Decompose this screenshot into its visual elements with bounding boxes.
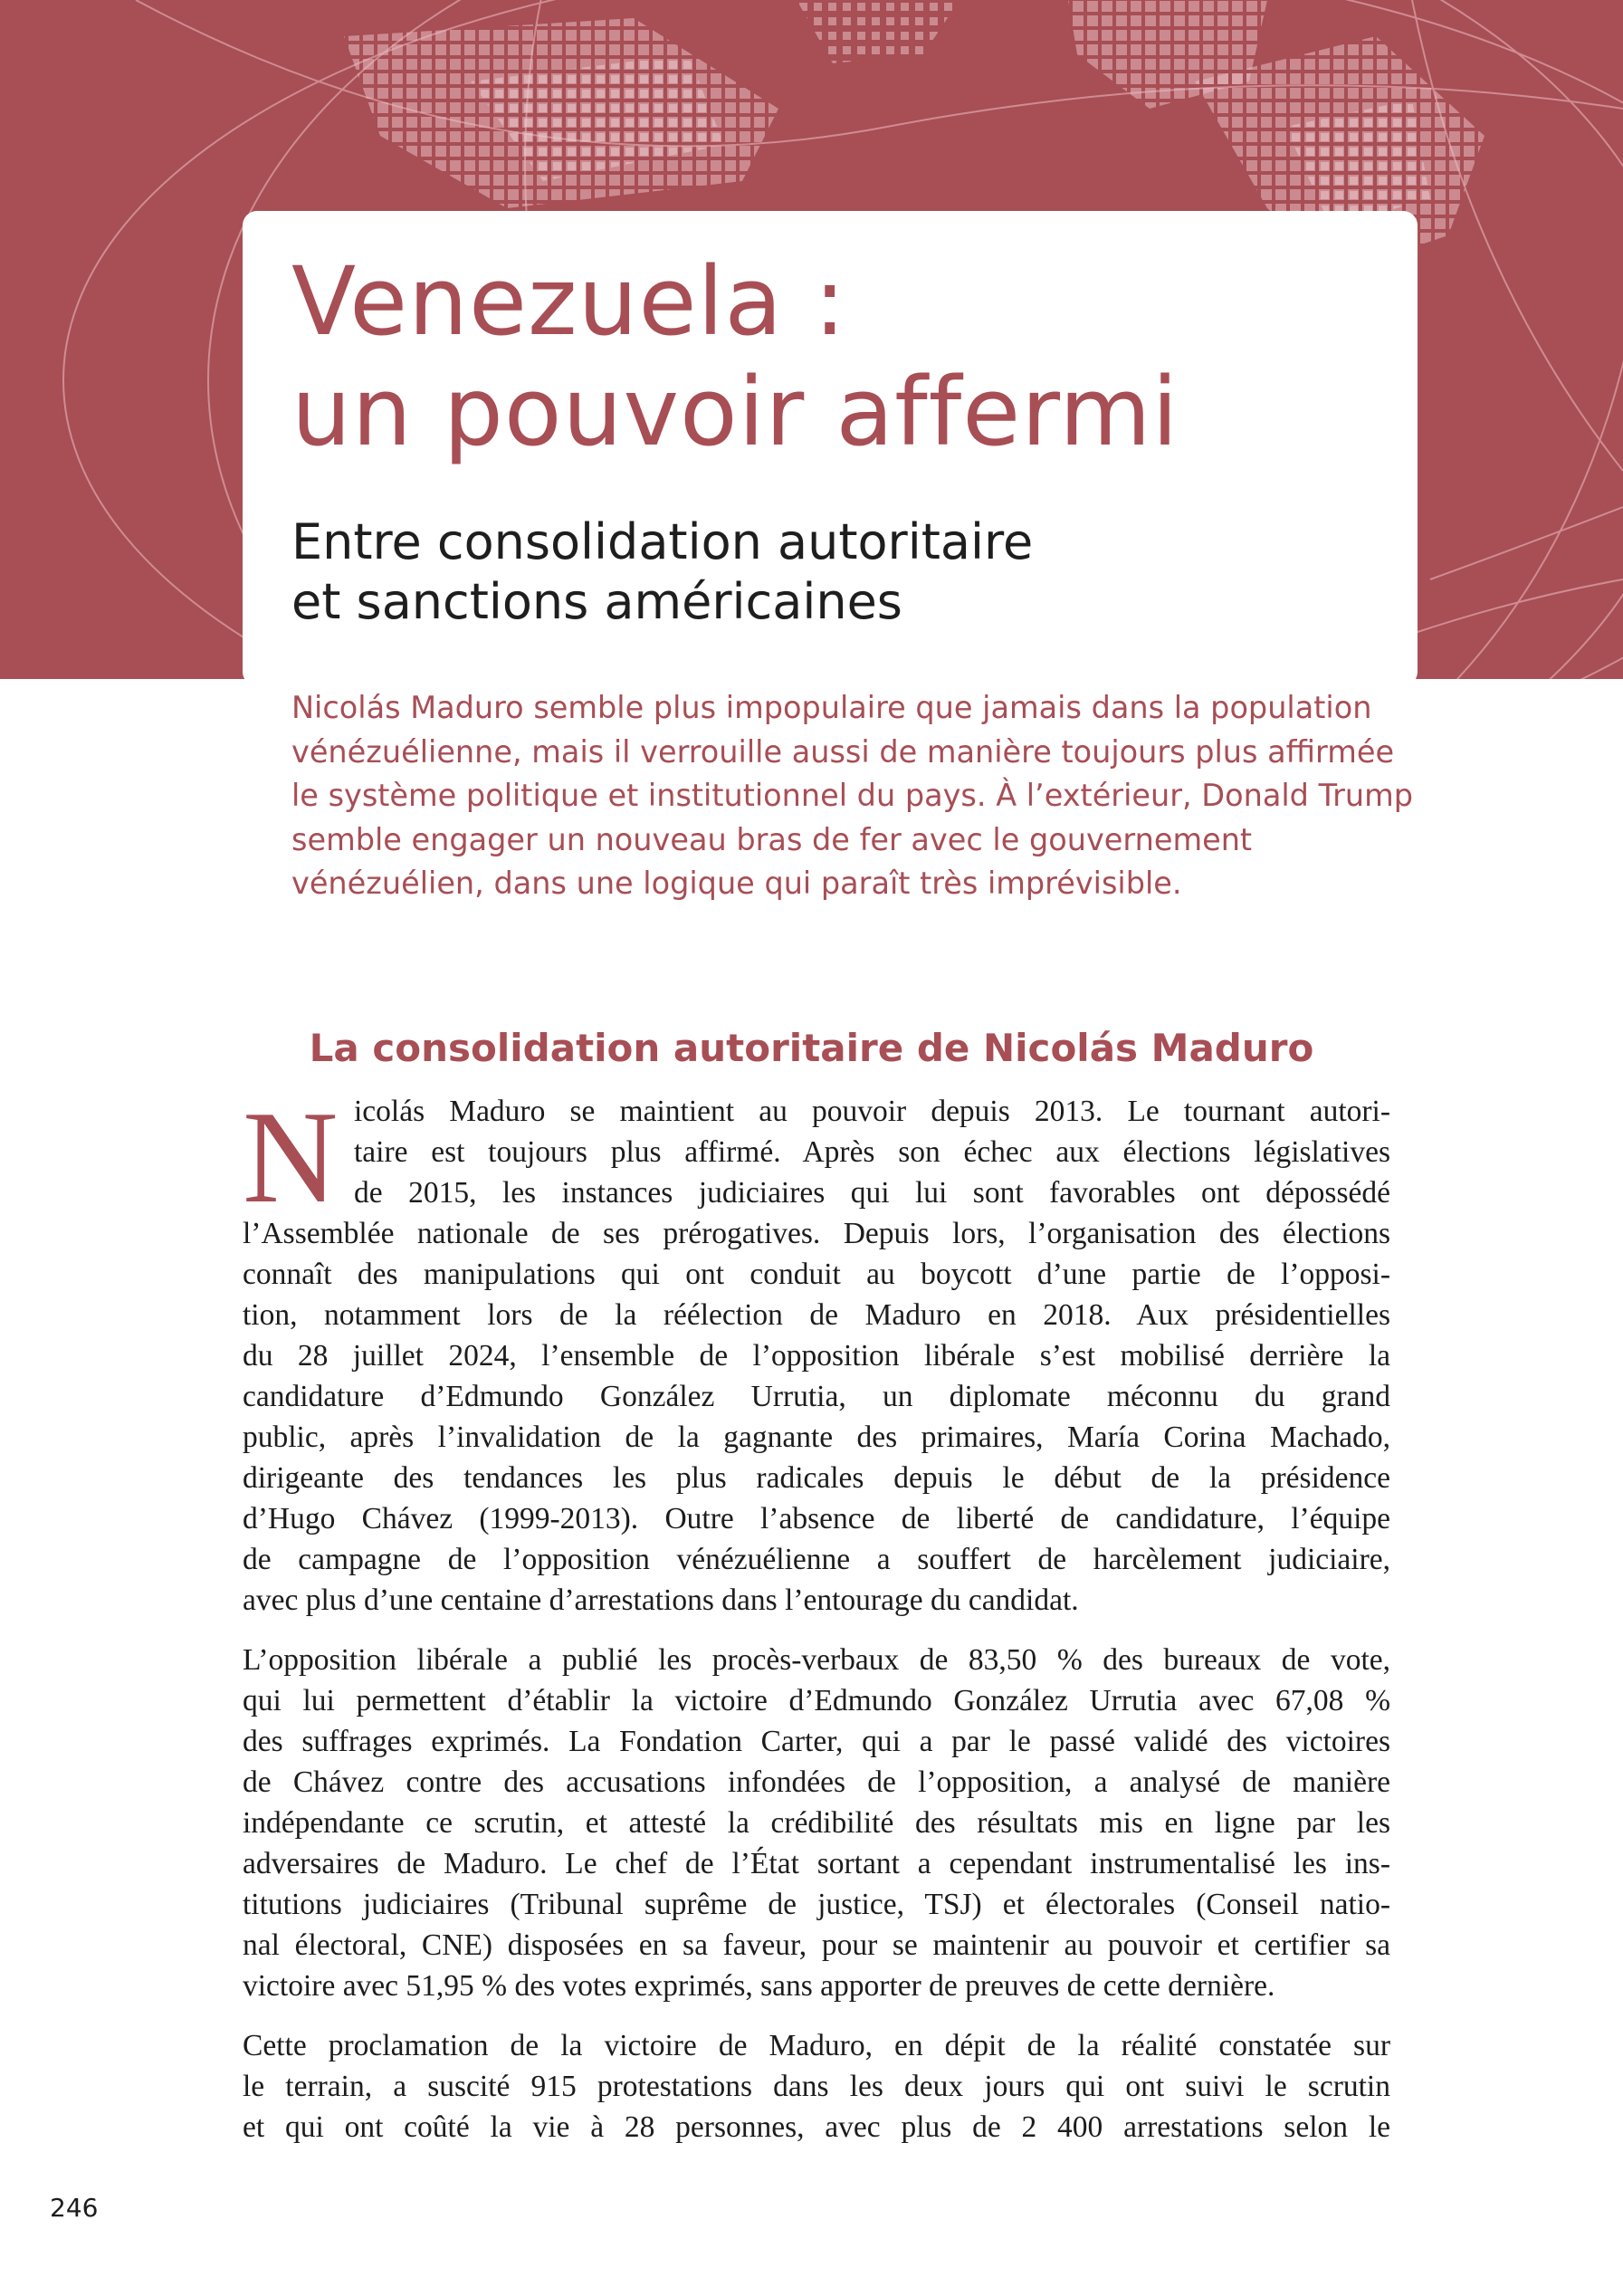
text-line: public, après l’invalidation de la gagnante des primaires, María Corina Machado, xyxy=(243,1421,1390,1454)
text-line: de Chávez contre des accusations infondées de l’opposition, a analysé de manière xyxy=(243,1765,1390,1799)
lede-paragraph xyxy=(291,686,1414,906)
text-line: dirigeante des tendances les plus radicales depuis le début de la présidence xyxy=(243,1461,1390,1495)
section-heading: La consolidation autoritaire de Nicolás Maduro xyxy=(309,1026,1314,1070)
text-line: candidature d’Edmundo González Urrutia, un diplomate méconnu du grand xyxy=(243,1380,1390,1413)
drop-cap: N xyxy=(243,1084,339,1230)
paragraph-1 xyxy=(243,1084,1390,1621)
text-line: L’opposition libérale a publié les procès-verbaux de 83,50 % des bureaux de vote, xyxy=(243,1643,1390,1677)
text-line: nal électoral, CNE) disposées en sa faveur, pour se maintenir au pouvoir et certifier sa xyxy=(243,1928,1390,1962)
text-line: victoire avec 51,95 % des votes exprimés, sans apporter de preuves de cette dernière. xyxy=(243,1969,1275,2003)
text-line: icolás Maduro se maintient au pouvoir depuis 2013. Le tournant autori- xyxy=(354,1095,1390,1128)
text-line: adversaires de Maduro. Le chef de l’État sortant a cependant instrumentalisé les ins- xyxy=(243,1847,1390,1880)
text-line: taire est toujours plus affirmé. Après son échec aux élections législatives xyxy=(354,1135,1390,1169)
article-body xyxy=(243,1084,1390,2148)
text-line: du 28 juillet 2024, l’ensemble de l’opposition libérale s’est mobilisé derrière la xyxy=(243,1339,1390,1373)
text-line: indépendante ce scrutin, et attesté la crédibilité des résultats mis en ligne par les xyxy=(243,1806,1390,1840)
text-line: l’Assemblée nationale de ses prérogatives. Depuis lors, l’organisation des élections xyxy=(243,1217,1390,1250)
lede-line: Nicolás Maduro semble plus impopulaire que jamais dans la population xyxy=(291,690,1372,725)
title-line-1: Venezuela : xyxy=(291,246,847,357)
text-line: des suffrages exprimés. La Fondation Carter, qui a par le passé validé des victoires xyxy=(243,1725,1390,1758)
subtitle-line-2: et sanctions américaines xyxy=(291,573,902,630)
text-line: de campagne de l’opposition vénézuélienne a souffert de harcèlement judiciaire, xyxy=(243,1543,1390,1576)
lede-line: semble engager un nouveau bras de fer avec le gouvernement xyxy=(291,821,1253,857)
text-line: Cette proclamation de la victoire de Maduro, en dépit de la réalité constatée sur xyxy=(243,2029,1390,2062)
page-subtitle xyxy=(291,512,1033,632)
paragraph-3 xyxy=(243,2025,1390,2148)
text-line: d’Hugo Chávez (1999-2013). Outre l’absence de liberté de candidature, l’équipe xyxy=(243,1502,1390,1535)
text-line: avec plus d’une centaine d’arrestations dans l’entourage du candidat. xyxy=(243,1583,1079,1617)
lede-line: le système politique et institutionnel du pays. À l’extérieur, Donald Trump xyxy=(291,778,1414,813)
title-line-2: un pouvoir affermi xyxy=(291,357,1179,467)
page-number: 246 xyxy=(50,2193,99,2223)
text-line: connaît des manipulations qui ont conduit au boycott d’une partie de l’opposi- xyxy=(243,1258,1390,1291)
text-line: le terrain, a suscité 915 protestations dans les deux jours qui ont suivi le scrutin xyxy=(243,2070,1390,2103)
text-line: de 2015, les instances judiciaires qui lui sont favorables ont dépossédé xyxy=(354,1176,1390,1210)
text-line: qui lui permettent d’établir la victoire d’Edmundo González Urrutia avec 67,08 % xyxy=(243,1684,1390,1717)
text-line: tion, notamment lors de la réélection de Maduro en 2018. Aux présidentielles xyxy=(243,1298,1390,1332)
text-line: titutions judiciaires (Tribunal suprême de justice, TSJ) et électorales (Conseil natio- xyxy=(243,1888,1390,1921)
page-title xyxy=(291,246,1179,467)
lede-line: vénézuélien, dans une logique qui paraît très imprévisible. xyxy=(291,866,1182,901)
paragraph-2 xyxy=(243,1640,1390,2006)
text-line: et qui ont coûté la vie à 28 personnes, avec plus de 2 400 arrestations selon le xyxy=(243,2110,1390,2144)
subtitle-line-1: Entre consolidation autoritaire xyxy=(291,513,1034,570)
lede-line: vénézuélienne, mais il verrouille aussi de manière toujours plus affirmée xyxy=(291,733,1395,770)
